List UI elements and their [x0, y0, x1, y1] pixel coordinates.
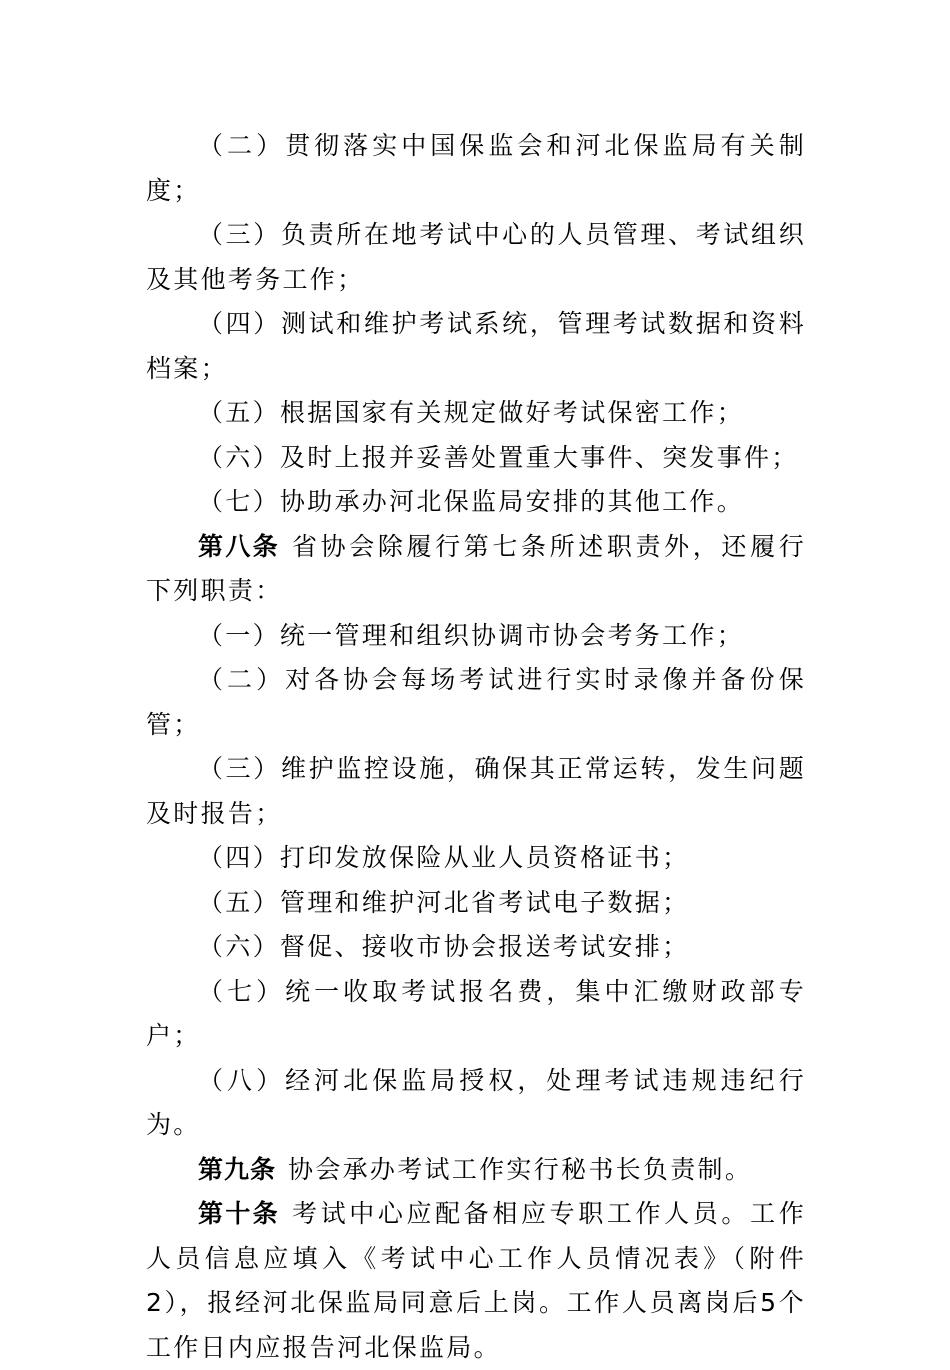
- paragraph-item-5: [146, 881, 806, 926]
- paragraph-text: （八）经河北保监局授权，处理考试违规违纪行为。: [146, 1065, 806, 1139]
- paragraph-text: （五）管理和维护河北省考试电子数据；: [198, 887, 690, 917]
- paragraph-item-8: [146, 1059, 806, 1148]
- paragraph-item-4: [146, 302, 806, 391]
- paragraph-item-5: [146, 391, 806, 436]
- paragraph-text: （七）协助承办河北保监局安排的其他工作。: [198, 487, 745, 516]
- paragraph-text: （七）统一收取考试报名费，集中汇缴财政部专户；: [146, 976, 806, 1050]
- paragraph-text: （二）贯彻落实中国保监会和河北保监局有关制度；: [146, 131, 806, 205]
- paragraph-item-3: [146, 213, 806, 302]
- paragraph-item-3: [146, 747, 806, 836]
- paragraph-item-2: [146, 124, 806, 213]
- document-body: [146, 124, 806, 1370]
- paragraph-text: （二）对各协会每场考试进行实时录像并备份保管；: [146, 665, 806, 739]
- paragraph-text: （三）负责所在地考试中心的人员管理、考试组织及其他考务工作；: [146, 220, 806, 294]
- paragraph-text: （六）及时上报并妥善处置重大事件、突发事件；: [198, 442, 799, 472]
- paragraph-item-6: [146, 436, 806, 481]
- article-text: 考试中心应配备相应专职工作人员。工作人员信息应填入《考试中心工作人员情况表》（附件2），报经河北保监局同意后上岗。工作人员离岗后5个工作日内应报告河北保监局。: [146, 1199, 806, 1362]
- paragraph-text: （四）测试和维护考试系统，管理考试数据和资料档案；: [146, 309, 806, 383]
- paragraph-item-6: [146, 925, 806, 970]
- paragraph-text: （一）统一管理和组织协调市协会考务工作；: [198, 620, 745, 650]
- article-text: 省协会除履行第七条所述职责外，还履行下列职责：: [146, 531, 806, 605]
- paragraph-item-1: [146, 614, 806, 659]
- article-heading: 第十条: [198, 1199, 280, 1228]
- paragraph-item-2: [146, 658, 806, 747]
- paragraph-text: （四）打印发放保险从业人员资格证书；: [198, 843, 690, 872]
- article-text: 协会承办考试工作实行秘书长负责制。: [288, 1154, 753, 1184]
- article-heading: 第八条: [198, 531, 280, 561]
- article-10: [146, 1192, 806, 1370]
- paragraph-item-4: [146, 836, 806, 881]
- paragraph-text: （五）根据国家有关规定做好考试保密工作；: [198, 398, 745, 427]
- paragraph-text: （三）维护监控设施，确保其正常运转，发生问题及时报告；: [146, 754, 806, 828]
- paragraph-item-7: [146, 970, 806, 1059]
- article-heading: 第九条: [198, 1154, 277, 1184]
- paragraph-item-7: [146, 480, 806, 525]
- paragraph-text: （六）督促、接收市协会报送考试安排；: [198, 932, 690, 961]
- article-9: [146, 1148, 806, 1193]
- article-8: [146, 525, 806, 614]
